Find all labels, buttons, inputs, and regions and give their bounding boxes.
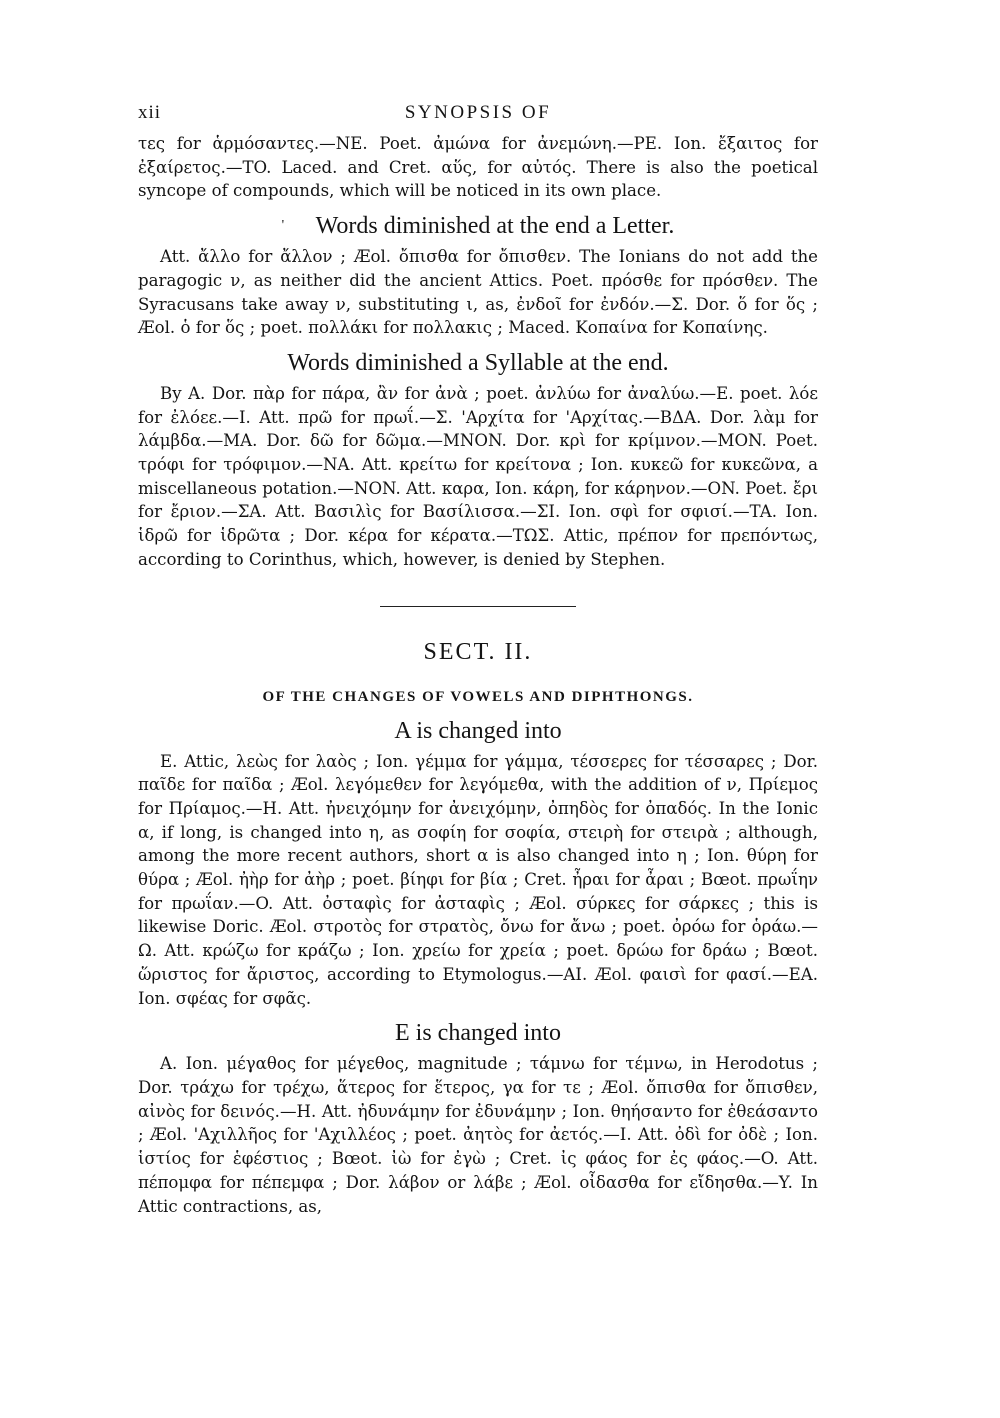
page xyxy=(138,96,818,1218)
heading-letter-end xyxy=(138,211,818,241)
section-title: SECT. II. xyxy=(423,638,533,665)
running-title: SYNOPSIS OF xyxy=(404,102,552,123)
heading-a-changed: A is changed into xyxy=(394,717,562,744)
paragraph-letter-end: Att. ἄλλο for ἄλλον ; Æol. ὄπισθα for ὄπισθεν. The Ionians do not add the paragogic ν, as neither did the ancient Attics. Poet. πρόσθε for πρόσθεν. The Syracusans take away ν, substituting ι, as, ἐνδοῖ for ἐνδόν.—Σ. Dor. ὅ for ὅς ; Æol. ὁ for ὅς ; poet. πολλάκι for πολλακις ; Maced. Κοπαίνα for Κοπαίνης. xyxy=(138,247,818,338)
section-divider xyxy=(380,606,576,607)
section-subtitle: OF THE CHANGES OF VOWELS AND DIPHTHONGS. xyxy=(262,688,694,705)
paragraph-continuation: τες for ἁρμόσαντες.—NE. Poet. ἀμώνα for ἀνεμώνη.—PE. Ion. ἔξαιτος for ἐξαίρετος.—TO. Laced. and Cret. αὕς, for αὐτός. There is also the poetical syncope of compounds, which will be noticed in its own place. xyxy=(138,134,818,201)
paragraph-a-changed: E. Attic, λεὼς for λαὸς ; Ion. γέμμα for γάμμα, τέσσερες for τέσσαρες ; Dor. παῖδε for παῖδα ; Æol. λεγόμεθεν for λεγόμεθα, with the addition of ν, Πρίεμος for Πρίαμος.—H. Att. ἠνειχόμην for ἀνειχόμην, ὀπηδὸς for ὀπαδός. In the Ionic α, if long, is changed into η, as σοφίη for σοφία, στειρὴ for στειρὰ ; although, among the more recent authors, short α is also changed into η ; Ion. θύρη for θύρα ; Æol. ἠὴρ for ἀὴρ ; poet. βίηφι for βία ; Cret. ἦραι for ἆραι ; Bœot. πρωΐην for πρωΐαν.—O. Att. ὀσταφὶς for ἀσταφὶς ; Æol. σύρκες for σάρκες ; this is likewise Doric. Æol. στροτὸς for στρατὸς, ὄνω for ἄνω ; poet. ὀρόω for ὁράω.—Ω. Att. κρώζω for κράζω ; Ion. χρείω for χρεία ; poet. δρώω for δράω ; Bœot. ὥριστος for ἄριστος, according to Etymologus.—AI. Æol. φαισὶ for φασί.—EA. Ion. σφέας for σφᾶς. xyxy=(138,751,818,1008)
paragraph-syllable-end: By A. Dor. πὰρ for πάρα, ἂν for ἀνὰ ; poet. ἀνλύω for ἀναλύω.—E. poet. λόε for ἐλόεε.—I. Att. πρῶ for πρωΐ.—Σ. 'Αρχίτα for 'Αρχίτας.—ΒΔΑ. Dor. λὰμ for λάμβδα.—MA. Dor. δῶ for δῶμα.—MNON. Dor. κρὶ for κρίμνον.—MON. Poet. τρόφι for τρόφιμον.—NA. Att. κρείτω for κρείτονα ; Ion. κυκεῶ for κυκεῶνα, a miscellaneous potation.—NON. Att. καρα, Ion. κάρη, for κάρηνον.—ON. Poet. ἔρι for ἔριον.—ΣA. Att. Βασιλὶς for Βασίλισσα.—ΣI. Ion. σφὶ for σφισί.—TA. Ion. ἱδρῶ for ἱδρῶτα ; Dor. κέρα for κέρατα.—TΩΣ. Attic, πρέπον for πρεπόντως, according to Corinthus, which, however, is denied by Stephen. xyxy=(138,383,818,569)
paragraph-e-changed: A. Ion. μέγαθος for μέγεθος, magnitude ; τάμνω for τέμνω, in Herodotus ; Dor. τράχω for τρέχω, ἅτερος for ἕτερος, γα for τε ; Æol. ὄπισθα for ὄπισθεν, αἰνὸς for δεινός.—H. Att. ἠδυνάμην for ἐδυνάμην ; Ion. θηήσαντο for ἐθεάσαντο ; Æol. 'Αχιλλῆος for 'Αχιλλέος ; poet. ἀητὸς for ἀετός.—I. Att. ὀδὶ for ὀδὲ ; Ion. ἱστίος for ἑφέστιος ; Bœot. ἰὼ for ἐγὼ ; Cret. ἰς φάος for ἐς φάος.—O. Att. πέπομφα for πέπεμφα ; Dor. λάβον or λάβε ; Æol. οἶδασθα for εἴδησθα.—Y. In Attic contractions, as, xyxy=(138,1054,818,1216)
stray-mark: ' xyxy=(281,218,285,234)
heading-syllable-end: Words diminished a Syllable at the end. xyxy=(287,349,669,376)
page-number: xii xyxy=(138,102,162,123)
running-head xyxy=(138,96,818,132)
heading-e-changed: E is changed into xyxy=(395,1020,561,1047)
heading-letter-end-text: Words diminished at the end a Letter. xyxy=(315,213,675,240)
